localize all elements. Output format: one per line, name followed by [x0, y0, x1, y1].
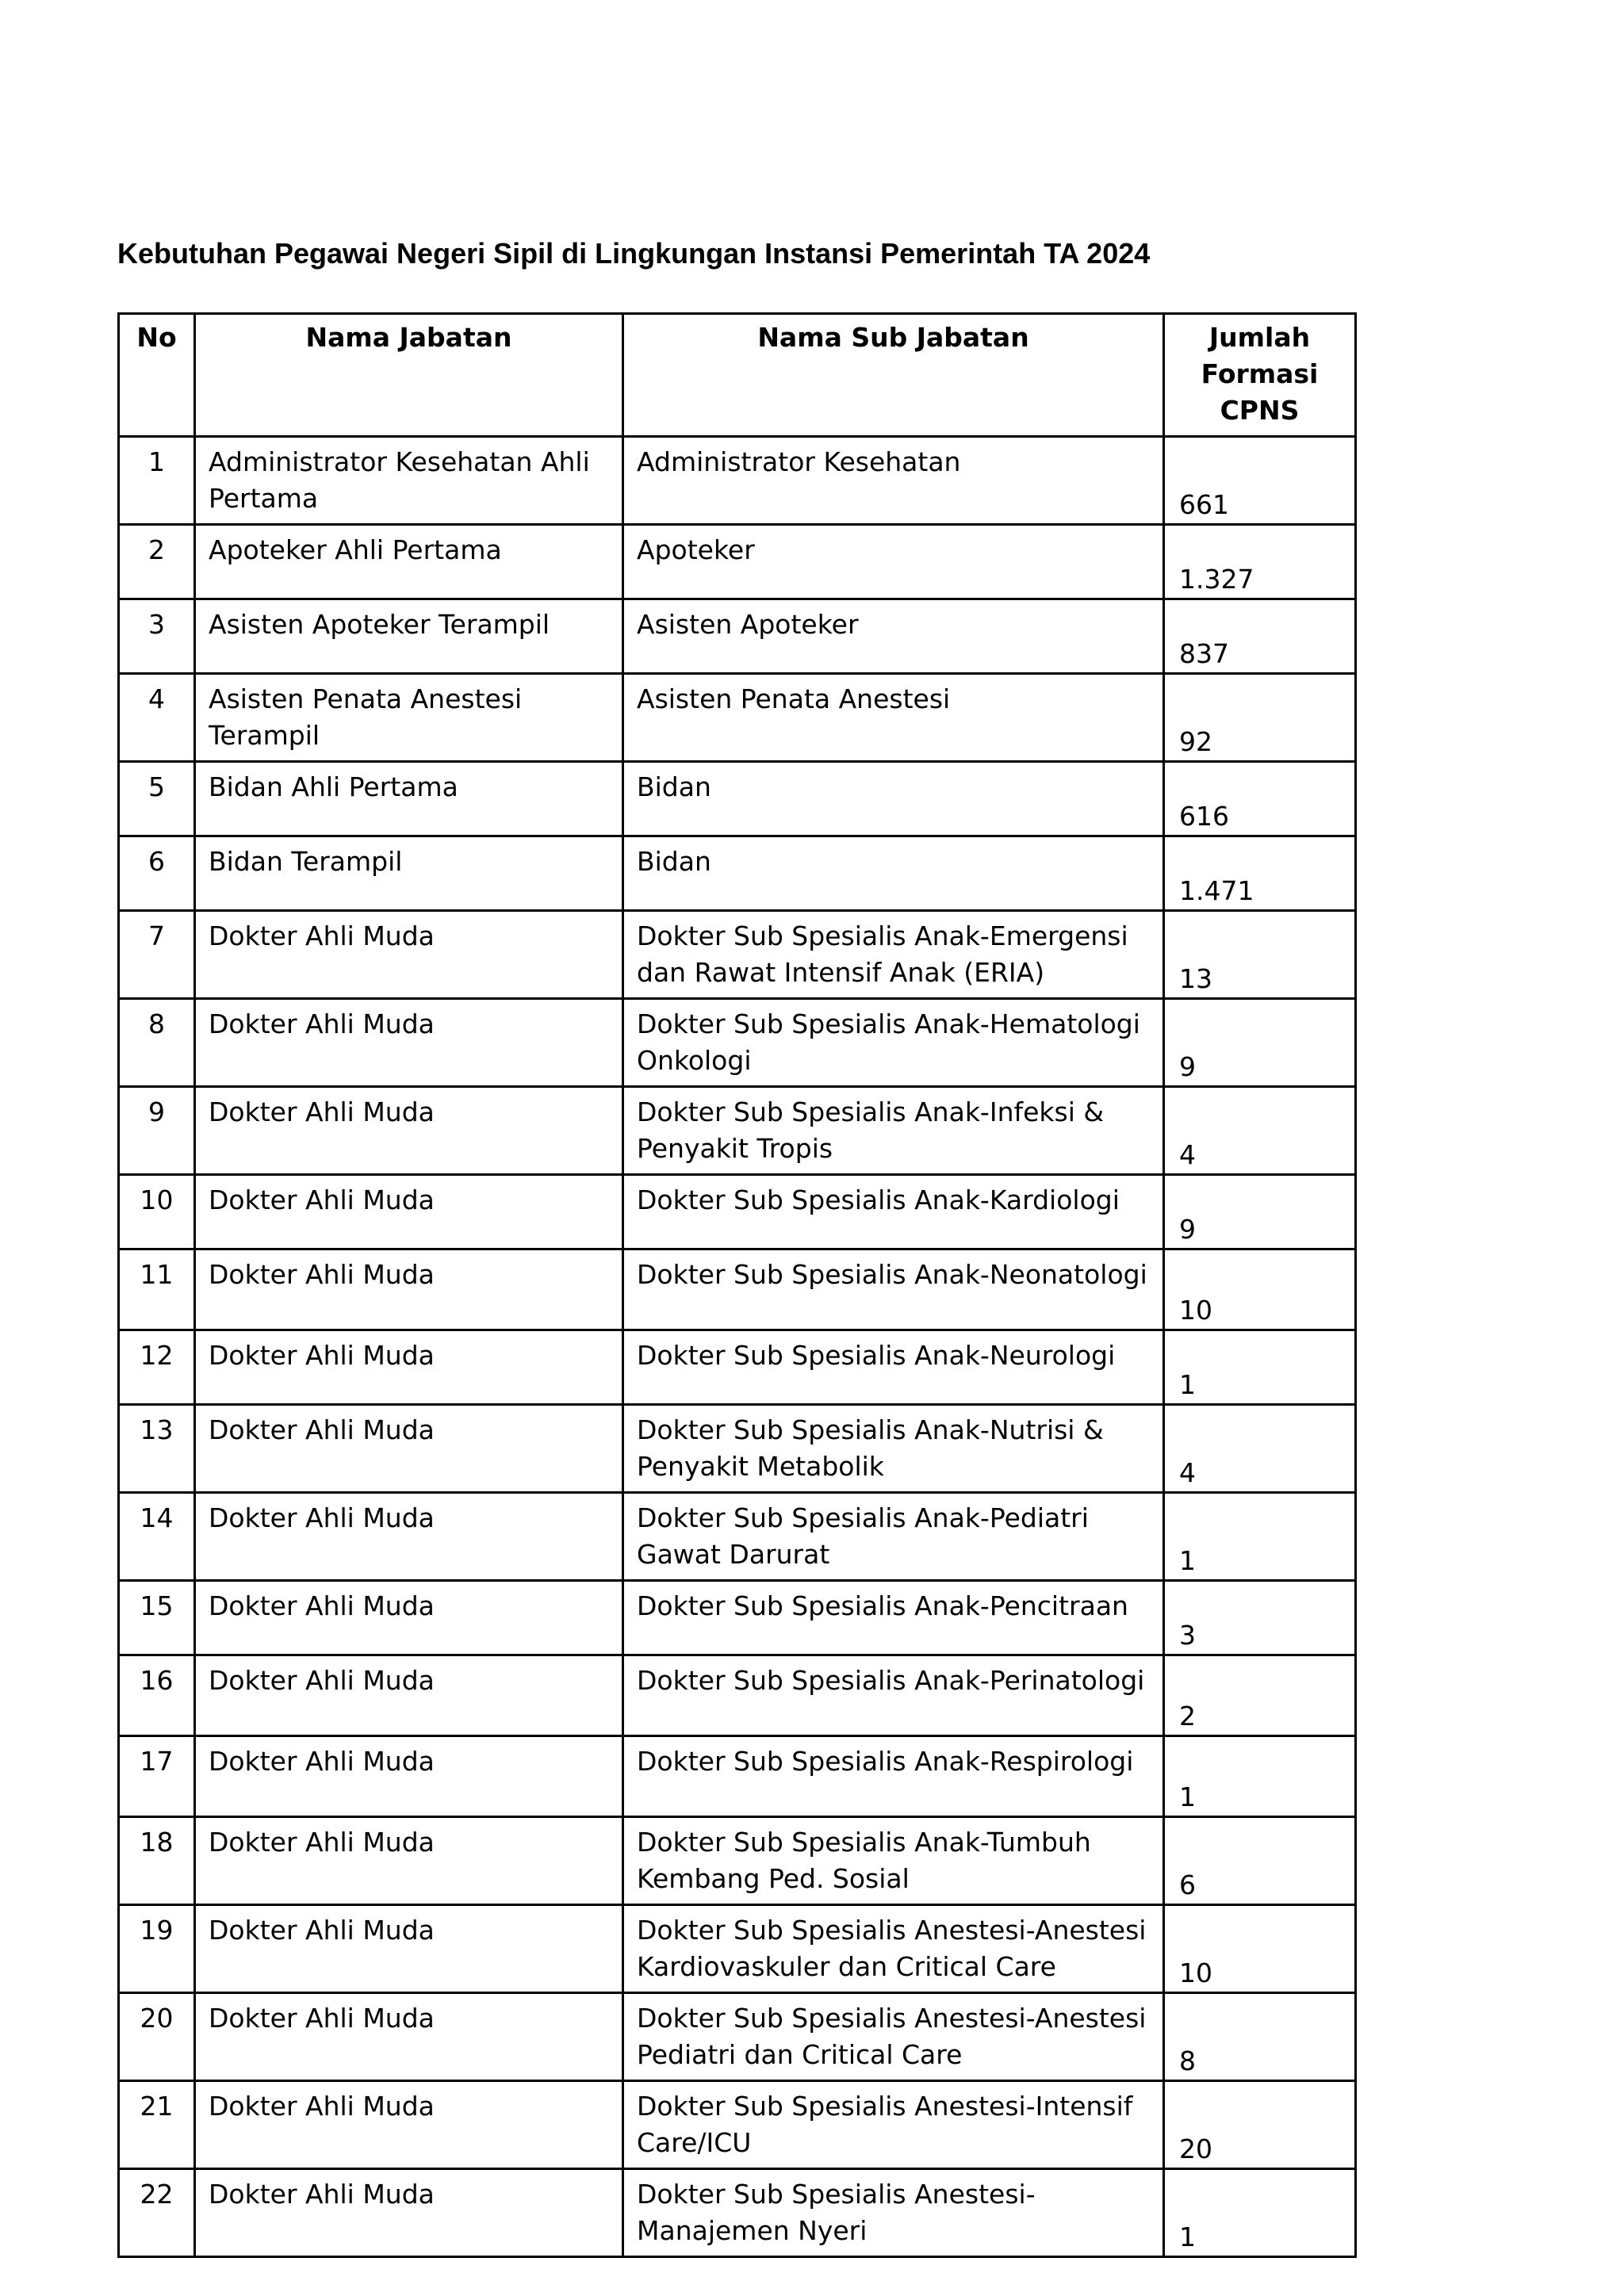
cell-no: 10 [119, 1175, 195, 1249]
formasi-table [117, 312, 1357, 2258]
cell-no: 21 [119, 2081, 195, 2169]
cell-nama-sub-jabatan: Dokter Sub Spesialis Anak-Respirologi [623, 1736, 1164, 1817]
table-row [119, 1493, 1356, 1581]
cell-jumlah-formasi: 3 [1164, 1581, 1356, 1655]
cell-jumlah-formasi: 1 [1164, 2169, 1356, 2257]
table-row [119, 2081, 1356, 2169]
cell-nama-sub-jabatan: Dokter Sub Spesialis Anak-Nutrisi & Penyakit Metabolik [623, 1405, 1164, 1493]
cell-nama-sub-jabatan: Bidan [623, 836, 1164, 911]
table-row [119, 525, 1356, 599]
table-row [119, 1817, 1356, 1905]
cell-nama-jabatan: Dokter Ahli Muda [195, 2081, 623, 2169]
cell-nama-jabatan: Dokter Ahli Muda [195, 1493, 623, 1581]
cell-jumlah-formasi: 661 [1164, 437, 1356, 525]
cell-no: 7 [119, 911, 195, 999]
cell-jumlah-formasi: 1.327 [1164, 525, 1356, 599]
cell-nama-jabatan: Dokter Ahli Muda [195, 1817, 623, 1905]
cell-nama-jabatan: Dokter Ahli Muda [195, 1175, 623, 1249]
cell-jumlah-formasi: 837 [1164, 599, 1356, 674]
table-row [119, 1405, 1356, 1493]
cell-nama-jabatan: Dokter Ahli Muda [195, 1655, 623, 1736]
cell-nama-sub-jabatan: Dokter Sub Spesialis Anak-Pencitraan [623, 1581, 1164, 1655]
cell-no: 3 [119, 599, 195, 674]
cell-no: 12 [119, 1330, 195, 1405]
cell-no: 22 [119, 2169, 195, 2257]
cell-nama-sub-jabatan: Dokter Sub Spesialis Anestesi-Anestesi Pediatri dan Critical Care [623, 1993, 1164, 2081]
table-row [119, 1249, 1356, 1330]
cell-nama-jabatan: Dokter Ahli Muda [195, 1581, 623, 1655]
cell-nama-jabatan: Dokter Ahli Muda [195, 1249, 623, 1330]
cell-no: 8 [119, 999, 195, 1087]
cell-nama-sub-jabatan: Asisten Penata Anestesi [623, 674, 1164, 762]
cell-nama-jabatan: Dokter Ahli Muda [195, 1330, 623, 1405]
cell-no: 19 [119, 1905, 195, 1993]
cell-jumlah-formasi: 1 [1164, 1493, 1356, 1581]
cell-nama-jabatan: Dokter Ahli Muda [195, 1993, 623, 2081]
cell-nama-jabatan: Administrator Kesehatan Ahli Pertama [195, 437, 623, 525]
header-nama-sub-jabatan: Nama Sub Jabatan [623, 314, 1164, 437]
cell-jumlah-formasi: 1.471 [1164, 836, 1356, 911]
table-body [119, 437, 1356, 2257]
header-nama-jabatan: Nama Jabatan [195, 314, 623, 437]
cell-nama-sub-jabatan: Dokter Sub Spesialis Anak-Pediatri Gawat Darurat [623, 1493, 1164, 1581]
cell-no: 13 [119, 1405, 195, 1493]
cell-no: 20 [119, 1993, 195, 2081]
table-row [119, 1330, 1356, 1405]
cell-jumlah-formasi: 4 [1164, 1087, 1356, 1175]
cell-no: 11 [119, 1249, 195, 1330]
cell-no: 9 [119, 1087, 195, 1175]
cell-jumlah-formasi: 8 [1164, 1993, 1356, 2081]
table-row [119, 437, 1356, 525]
cell-jumlah-formasi: 616 [1164, 762, 1356, 836]
cell-nama-sub-jabatan: Asisten Apoteker [623, 599, 1164, 674]
cell-jumlah-formasi: 2 [1164, 1655, 1356, 1736]
table-row [119, 1993, 1356, 2081]
cell-jumlah-formasi: 4 [1164, 1405, 1356, 1493]
cell-jumlah-formasi: 13 [1164, 911, 1356, 999]
cell-jumlah-formasi: 9 [1164, 1175, 1356, 1249]
cell-nama-sub-jabatan: Dokter Sub Spesialis Anestesi-Anestesi Kardiovaskuler dan Critical Care [623, 1905, 1164, 1993]
table-row [119, 1736, 1356, 1817]
table-row [119, 599, 1356, 674]
cell-nama-jabatan: Dokter Ahli Muda [195, 1905, 623, 1993]
cell-jumlah-formasi: 10 [1164, 1905, 1356, 1993]
cell-nama-sub-jabatan: Dokter Sub Spesialis Anak-Kardiologi [623, 1175, 1164, 1249]
cell-nama-jabatan: Dokter Ahli Muda [195, 911, 623, 999]
cell-nama-sub-jabatan: Dokter Sub Spesialis Anak-Tumbuh Kembang Ped. Sosial [623, 1817, 1164, 1905]
table-row [119, 1175, 1356, 1249]
cell-jumlah-formasi: 1 [1164, 1736, 1356, 1817]
table-row [119, 762, 1356, 836]
cell-nama-jabatan: Dokter Ahli Muda [195, 1405, 623, 1493]
cell-nama-jabatan: Dokter Ahli Muda [195, 999, 623, 1087]
header-no: No [119, 314, 195, 437]
cell-no: 4 [119, 674, 195, 762]
cell-jumlah-formasi: 10 [1164, 1249, 1356, 1330]
cell-nama-sub-jabatan: Dokter Sub Spesialis Anak-Neonatologi [623, 1249, 1164, 1330]
cell-jumlah-formasi: 92 [1164, 674, 1356, 762]
cell-nama-sub-jabatan: Dokter Sub Spesialis Anak-Neurologi [623, 1330, 1164, 1405]
cell-jumlah-formasi: 6 [1164, 1817, 1356, 1905]
cell-nama-sub-jabatan: Dokter Sub Spesialis Anak-Hematologi Onkologi [623, 999, 1164, 1087]
cell-no: 2 [119, 525, 195, 599]
header-jumlah-formasi: Jumlah Formasi CPNS [1164, 314, 1356, 437]
cell-nama-sub-jabatan: Bidan [623, 762, 1164, 836]
cell-no: 1 [119, 437, 195, 525]
cell-nama-sub-jabatan: Administrator Kesehatan [623, 437, 1164, 525]
table-row [119, 1655, 1356, 1736]
cell-no: 15 [119, 1581, 195, 1655]
cell-jumlah-formasi: 9 [1164, 999, 1356, 1087]
table-row [119, 674, 1356, 762]
document-title: Kebutuhan Pegawai Negeri Sipil di Lingkungan Instansi Pemerintah TA 2024 [117, 237, 1151, 270]
cell-no: 17 [119, 1736, 195, 1817]
cell-no: 16 [119, 1655, 195, 1736]
cell-nama-jabatan: Apoteker Ahli Pertama [195, 525, 623, 599]
cell-nama-jabatan: Dokter Ahli Muda [195, 1736, 623, 1817]
cell-no: 6 [119, 836, 195, 911]
cell-nama-jabatan: Dokter Ahli Muda [195, 2169, 623, 2257]
table-header [119, 314, 1356, 437]
table-row [119, 911, 1356, 999]
cell-no: 5 [119, 762, 195, 836]
cell-no: 18 [119, 1817, 195, 1905]
table-row [119, 836, 1356, 911]
cell-jumlah-formasi: 1 [1164, 1330, 1356, 1405]
table-row [119, 2169, 1356, 2257]
cell-nama-jabatan: Bidan Terampil [195, 836, 623, 911]
cell-nama-sub-jabatan: Apoteker [623, 525, 1164, 599]
cell-nama-sub-jabatan: Dokter Sub Spesialis Anak-Infeksi & Penyakit Tropis [623, 1087, 1164, 1175]
table-row [119, 999, 1356, 1087]
cell-jumlah-formasi: 20 [1164, 2081, 1356, 2169]
cell-nama-jabatan: Asisten Apoteker Terampil [195, 599, 623, 674]
table-row [119, 1581, 1356, 1655]
cell-nama-sub-jabatan: Dokter Sub Spesialis Anak-Perinatologi [623, 1655, 1164, 1736]
cell-nama-jabatan: Asisten Penata Anestesi Terampil [195, 674, 623, 762]
cell-nama-jabatan: Dokter Ahli Muda [195, 1087, 623, 1175]
header-row [119, 314, 1356, 437]
cell-nama-sub-jabatan: Dokter Sub Spesialis Anestesi-Manajemen Nyeri [623, 2169, 1164, 2257]
table-row [119, 1087, 1356, 1175]
cell-no: 14 [119, 1493, 195, 1581]
cell-nama-sub-jabatan: Dokter Sub Spesialis Anak-Emergensi dan Rawat Intensif Anak (ERIA) [623, 911, 1164, 999]
cell-nama-jabatan: Bidan Ahli Pertama [195, 762, 623, 836]
cell-nama-sub-jabatan: Dokter Sub Spesialis Anestesi-Intensif Care/ICU [623, 2081, 1164, 2169]
table-row [119, 1905, 1356, 1993]
